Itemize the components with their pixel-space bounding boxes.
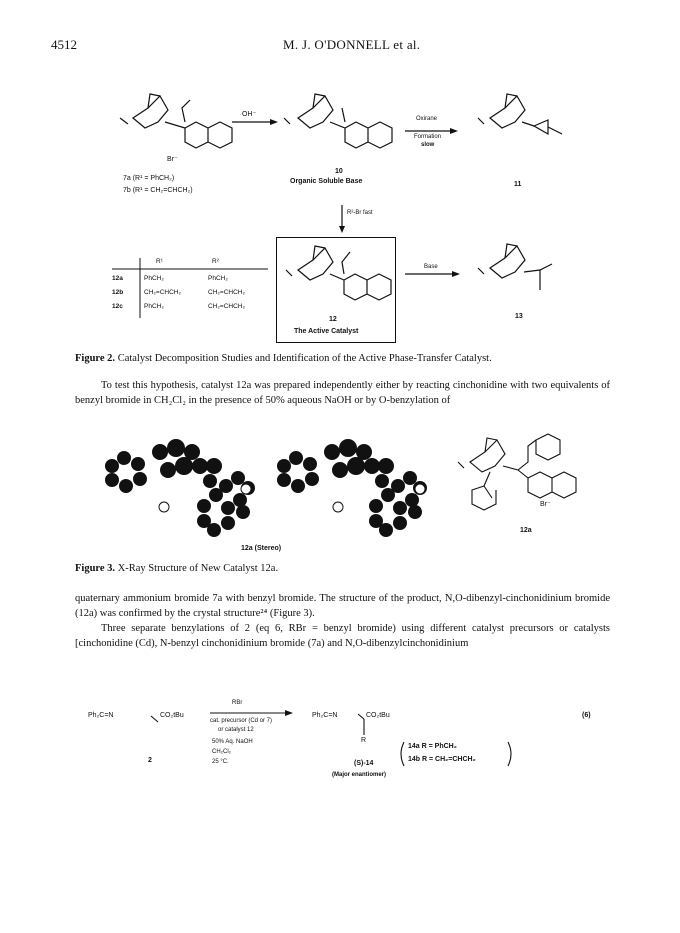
- figure3-caption-label: Figure 3.: [75, 563, 116, 574]
- table-cell-id: 12b: [112, 289, 124, 296]
- table-cell-r2: CH₂=CHCH₂: [208, 289, 246, 296]
- down-arrow-label: R²-Br fast: [347, 210, 373, 216]
- paragraph-3: Three separate benzylations of 2 (eq 6, RBr = benzyl bromide) using different catalyst precursors or catalysts [cinchonidine (Cd), N-benzyl cinchonidinium bromide (7a) and N,O-dibenzylcinchonidinium: [75, 623, 610, 649]
- cmpd-11-number: 11: [514, 181, 522, 188]
- cmpd-10-number: 10: [335, 168, 343, 175]
- table-cell-r1: PhCH₂: [144, 275, 164, 282]
- eq6-number: (6): [582, 712, 591, 719]
- table-header-r1: R¹: [156, 258, 163, 265]
- eq6-condition: 25 °C.: [212, 759, 229, 765]
- eq6-condition: or catalyst 12: [218, 727, 254, 733]
- eq6-product-number: (S)-14: [354, 760, 374, 767]
- cmpd-7a-label: 7a (R¹ = PhCH₂): [123, 175, 175, 182]
- paragraph-2: quaternary ammonium bromide 7a with benzyl bromide. The structure of the product, N,O-dibenzyl-cinchonidinium bromide (12a) was confirmed by the crystal structure²⁴ (Figure 3).: [75, 593, 610, 619]
- active-catalyst-label: The Active Catalyst: [294, 328, 359, 335]
- table-cell-id: 12a: [112, 275, 123, 282]
- paragraph-1: To test this hypothesis, catalyst 12a was prepared independently either by reacting cinchonidine with two equivalents of benzyl bromide in CH₂Cl₂ in the presence of 50% aqueous NaOH or by O-benzylation of: [75, 380, 610, 406]
- eq6-reactant: Ph₂C=N: [88, 712, 114, 719]
- cmpd-13-number: 13: [515, 313, 523, 320]
- fig3-stereo-label: 12a (Stereo): [241, 545, 282, 552]
- eq6-product-r: R: [361, 737, 367, 744]
- figure2-caption-text: Catalyst Decomposition Studies and Identification of the Active Phase-Transfer Catalyst.: [117, 353, 492, 364]
- bromide-label: Br⁻: [167, 156, 178, 163]
- eq6-reagent: RBr: [232, 700, 243, 706]
- fig3-bromide: Br⁻: [540, 501, 551, 508]
- eq6-condition: 50% Aq. NaOH: [212, 739, 253, 745]
- page-number: 4512: [51, 37, 77, 52]
- slow-label: slow: [421, 142, 435, 148]
- arrow-oh-label: OH⁻: [242, 111, 257, 118]
- oxirane-label: Oxirane: [416, 116, 438, 122]
- eq6-product-tail: CO₂tBu: [366, 712, 390, 719]
- table-cell-r2: CH₂=CHCH₂: [208, 303, 246, 310]
- formation-label: Formation: [414, 134, 442, 140]
- fig3-cmpd-label: 12a: [520, 527, 532, 534]
- eq6-product: Ph₂C=N: [312, 712, 338, 719]
- table-cell-id: 12c: [112, 303, 123, 310]
- cmpd-12-number: 12: [329, 316, 337, 323]
- eq6-product-14b: 14b R = CH₂=CHCH₂: [408, 756, 476, 763]
- eq6-product-note: (Major enantiomer): [332, 772, 387, 778]
- running-title: M. J. O'DONNELL et al.: [283, 37, 421, 52]
- figure3-caption-text: X-Ray Structure of New Catalyst 12a.: [117, 563, 279, 574]
- base-label: Base: [424, 264, 438, 270]
- table-header-r2: R²: [212, 258, 219, 265]
- eq6-reactant-number: 2: [148, 757, 152, 764]
- table-cell-r1: CH₂=CHCH₂: [144, 289, 182, 296]
- cmpd-10-name: Organic Soluble Base: [290, 178, 363, 185]
- cmpd-7b-label: 7b (R¹ = CH₂=CHCH₂): [123, 187, 193, 194]
- eq6-reactant-tail: CO₂tBu: [160, 712, 184, 719]
- table-cell-r2: PhCH₂: [208, 275, 228, 282]
- eq6-product-14a: 14a R = PhCH₂: [408, 743, 457, 750]
- table-cell-r1: PhCH₂: [144, 303, 164, 310]
- eq6-condition: cat. precursor (Cd or 7): [210, 718, 273, 724]
- figure2-caption-label: Figure 2.: [75, 353, 116, 364]
- eq6-condition: CH₂Cl₂: [212, 749, 231, 755]
